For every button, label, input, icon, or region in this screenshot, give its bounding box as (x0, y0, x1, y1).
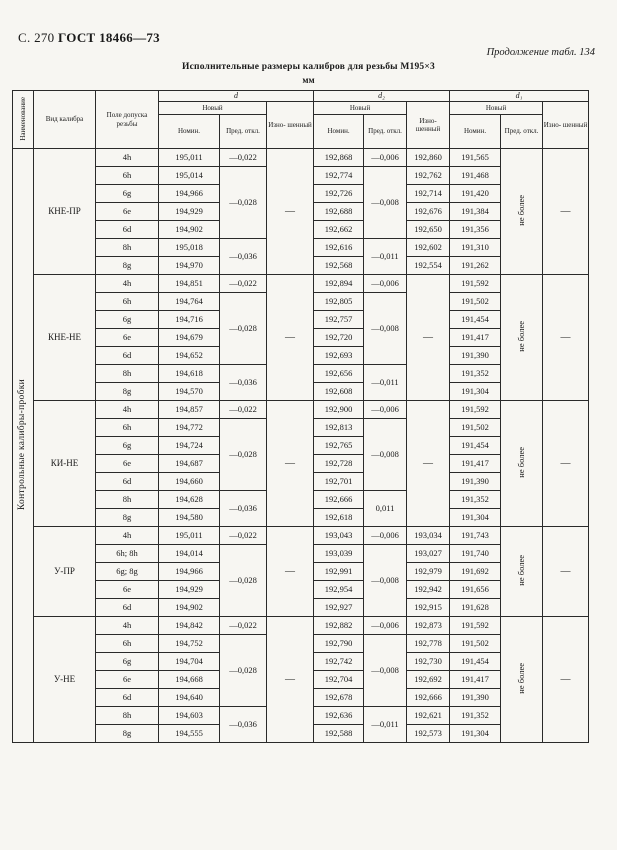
tolerance-cell: 4h (96, 149, 159, 167)
d2-deviation: —0,011 (364, 707, 407, 743)
d2-worn: 193,027 (407, 545, 450, 563)
tolerance-cell: 6d (96, 221, 159, 239)
d2-worn: 192,692 (407, 671, 450, 689)
tolerance-cell: 8h (96, 239, 159, 257)
d-nominal: 194,764 (159, 293, 220, 311)
d2-deviation: 0,011 (364, 491, 407, 527)
d1-nominal: 191,743 (450, 527, 501, 545)
d-nominal: 194,842 (159, 617, 220, 635)
d1-nominal: 191,417 (450, 455, 501, 473)
d-nominal: 194,929 (159, 203, 220, 221)
d2-deviation: —0,008 (364, 545, 407, 617)
d2-deviation: —0,006 (364, 275, 407, 293)
d-nominal: 194,618 (159, 365, 220, 383)
d1-nominal: 191,390 (450, 473, 501, 491)
d1-nominal: 191,740 (450, 545, 501, 563)
tolerance-cell: 6g (96, 185, 159, 203)
d1-worn: — (543, 617, 589, 743)
d2-nominal: 192,757 (314, 311, 364, 329)
d2-worn: 192,714 (407, 185, 450, 203)
d2-deviation: —0,011 (364, 239, 407, 275)
table-title: Исполнительные размеры калибров для резьбы М195×3 (182, 62, 435, 72)
d2-worn: 192,602 (407, 239, 450, 257)
d1-nominal: 191,502 (450, 293, 501, 311)
d-nominal: 194,902 (159, 221, 220, 239)
d-deviation: —0,028 (220, 545, 267, 617)
d1-nominal: 191,390 (450, 347, 501, 365)
d-deviation: —0,022 (220, 275, 267, 293)
d-deviation: —0,028 (220, 293, 267, 365)
table-row (13, 401, 589, 419)
gauge-kind: КНЕ-НЕ (34, 275, 96, 401)
d2-worn: 192,554 (407, 257, 450, 275)
d1-nominal: 191,352 (450, 491, 501, 509)
d-deviation: —0,022 (220, 401, 267, 419)
d-worn: — (267, 401, 314, 527)
d2-nominal: 192,688 (314, 203, 364, 221)
d-nominal: 194,857 (159, 401, 220, 419)
d2-nominal: 192,656 (314, 365, 364, 383)
d2-deviation: —0,008 (364, 293, 407, 365)
d2-deviation: —0,008 (364, 419, 407, 491)
d2-nominal: 192,588 (314, 725, 364, 743)
d1-nominal: 191,384 (450, 203, 501, 221)
d-nominal: 195,011 (159, 149, 220, 167)
d-nominal: 194,640 (159, 689, 220, 707)
header-pole-dopuska: Поле допуска резьбы (96, 91, 159, 149)
d-nominal: 194,570 (159, 383, 220, 401)
tolerance-cell: 6g (96, 437, 159, 455)
d-deviation: —0,036 (220, 491, 267, 527)
header-d2-novyi: Новый (314, 102, 407, 115)
d2-nominal: 192,728 (314, 455, 364, 473)
d-worn: — (267, 275, 314, 401)
d1-nominal: 191,592 (450, 275, 501, 293)
tolerance-cell: 8h (96, 707, 159, 725)
d-nominal: 194,966 (159, 185, 220, 203)
d2-worn: 192,778 (407, 635, 450, 653)
tolerance-cell: 6d (96, 347, 159, 365)
d2-worn: — (407, 401, 450, 527)
header-d: d (159, 91, 314, 102)
tolerance-cell: 6e (96, 581, 159, 599)
d1-nominal: 191,417 (450, 329, 501, 347)
header-d2-pred: Пред. откл. (364, 115, 407, 149)
header-d-pred: Пред. откл. (220, 115, 267, 149)
d-worn: — (267, 617, 314, 743)
d2-deviation: —0,011 (364, 365, 407, 401)
d-nominal: 194,772 (159, 419, 220, 437)
d1-nominal: 191,304 (450, 509, 501, 527)
d1-nominal: 191,502 (450, 419, 501, 437)
d2-nominal: 192,662 (314, 221, 364, 239)
d-nominal: 194,687 (159, 455, 220, 473)
header-d2-iznosh: Изно- шенный (407, 102, 450, 149)
d2-nominal: 192,742 (314, 653, 364, 671)
tolerance-cell: 8g (96, 509, 159, 527)
d2-nominal: 192,790 (314, 635, 364, 653)
tolerance-cell: 4h (96, 401, 159, 419)
d2-worn: 192,573 (407, 725, 450, 743)
d2-nominal: 192,616 (314, 239, 364, 257)
tolerance-cell: 6g (96, 653, 159, 671)
d2-nominal: 192,568 (314, 257, 364, 275)
d2-nominal: 192,765 (314, 437, 364, 455)
d2-deviation: —0,006 (364, 149, 407, 167)
header-d-iznosh: Изно- шенный (267, 102, 314, 149)
header-d2: d₂ (314, 91, 450, 102)
d1-deviation: не более (501, 617, 543, 743)
d1-worn: — (543, 149, 589, 275)
d2-worn: 192,730 (407, 653, 450, 671)
tolerance-cell: 4h (96, 617, 159, 635)
tolerance-cell: 6h (96, 167, 159, 185)
standard-number: ГОСТ 18466—73 (58, 30, 160, 45)
d2-worn: 192,762 (407, 167, 450, 185)
d1-nominal: 191,390 (450, 689, 501, 707)
d1-worn: — (543, 275, 589, 401)
d2-worn: 192,915 (407, 599, 450, 617)
table-row (13, 149, 589, 167)
d1-nominal: 191,454 (450, 311, 501, 329)
d1-worn: — (543, 401, 589, 527)
d2-deviation: —0,008 (364, 635, 407, 707)
tolerance-cell: 8h (96, 491, 159, 509)
d2-deviation: —0,008 (364, 167, 407, 239)
tolerance-cell: 8g (96, 257, 159, 275)
d2-nominal: 192,693 (314, 347, 364, 365)
d1-nominal: 191,310 (450, 239, 501, 257)
tolerance-cell: 6e (96, 455, 159, 473)
d-deviation: —0,022 (220, 527, 267, 545)
d2-worn: 192,860 (407, 149, 450, 167)
d2-worn: 192,666 (407, 689, 450, 707)
d1-nominal: 191,592 (450, 401, 501, 419)
d2-nominal: 192,882 (314, 617, 364, 635)
d2-nominal: 192,894 (314, 275, 364, 293)
header-d1-iznosh: Изно- шенный (543, 102, 589, 149)
d1-nominal: 191,262 (450, 257, 501, 275)
d1-deviation: не более (501, 275, 543, 401)
d-deviation: —0,028 (220, 635, 267, 707)
d1-deviation: не более (501, 401, 543, 527)
d2-nominal: 193,039 (314, 545, 364, 563)
d-nominal: 194,628 (159, 491, 220, 509)
d-worn: — (267, 149, 314, 275)
d2-nominal: 192,900 (314, 401, 364, 419)
tolerance-cell: 6h (96, 293, 159, 311)
d-worn: — (267, 527, 314, 617)
d2-worn: 192,942 (407, 581, 450, 599)
d-nominal: 194,902 (159, 599, 220, 617)
d-nominal: 194,752 (159, 635, 220, 653)
d-deviation: —0,036 (220, 365, 267, 401)
d2-deviation: —0,006 (364, 401, 407, 419)
d1-nominal: 191,417 (450, 671, 501, 689)
tolerance-cell: 6e (96, 671, 159, 689)
d2-nominal: 192,666 (314, 491, 364, 509)
d1-deviation: не более (501, 149, 543, 275)
d1-deviation: не более (501, 527, 543, 617)
d2-deviation: —0,006 (364, 617, 407, 635)
gauge-kind: КИ-НЕ (34, 401, 96, 527)
d1-nominal: 191,304 (450, 383, 501, 401)
d-nominal: 194,603 (159, 707, 220, 725)
header-d1-novyi: Новый (450, 102, 543, 115)
d-nominal: 194,716 (159, 311, 220, 329)
d1-nominal: 191,352 (450, 365, 501, 383)
header-d-novyi: Новый (159, 102, 267, 115)
d2-nominal: 192,954 (314, 581, 364, 599)
d-deviation: —0,028 (220, 419, 267, 491)
d2-nominal: 192,813 (314, 419, 364, 437)
d-nominal: 195,018 (159, 239, 220, 257)
d-nominal: 194,660 (159, 473, 220, 491)
header-vid-kalibra: Вид калибра (34, 91, 96, 149)
d-nominal: 194,014 (159, 545, 220, 563)
d2-nominal: 192,678 (314, 689, 364, 707)
d-deviation: —0,022 (220, 617, 267, 635)
tolerance-cell: 6h; 8h (96, 545, 159, 563)
tolerance-cell: 6h (96, 419, 159, 437)
d2-nominal: 193,043 (314, 527, 364, 545)
d2-nominal: 192,704 (314, 671, 364, 689)
page-number: С. 270 (18, 30, 55, 45)
d-deviation: —0,036 (220, 239, 267, 275)
d-nominal: 194,652 (159, 347, 220, 365)
d2-worn: 192,873 (407, 617, 450, 635)
header-d1: d₁ (450, 91, 589, 102)
d-deviation: —0,022 (220, 149, 267, 167)
d1-nominal: 191,356 (450, 221, 501, 239)
gauge-kind: КНЕ-ПР (34, 149, 96, 275)
d1-worn: — (543, 527, 589, 617)
header-d1-pred: Пред. откл. (501, 115, 543, 149)
d2-nominal: 192,618 (314, 509, 364, 527)
header-d1-nomin: Номин. (450, 115, 501, 149)
d2-worn: 193,034 (407, 527, 450, 545)
continuation-label: Продолжение табл. 134 (486, 47, 595, 58)
d2-nominal: 192,868 (314, 149, 364, 167)
group-name-cell: Контрольные калибры-пробки (13, 149, 34, 743)
gauge-kind: У-ПР (34, 527, 96, 617)
table-row (13, 275, 589, 293)
d-nominal: 194,555 (159, 725, 220, 743)
d2-nominal: 192,774 (314, 167, 364, 185)
d-nominal: 195,014 (159, 167, 220, 185)
d1-nominal: 191,592 (450, 617, 501, 635)
tolerance-cell: 8g (96, 383, 159, 401)
d1-nominal: 191,454 (450, 437, 501, 455)
d-nominal: 194,929 (159, 581, 220, 599)
d-deviation: —0,028 (220, 167, 267, 239)
d1-nominal: 191,454 (450, 653, 501, 671)
d2-nominal: 192,636 (314, 707, 364, 725)
d-nominal: 194,679 (159, 329, 220, 347)
gauge-dimensions-table (12, 90, 589, 743)
d2-nominal: 192,720 (314, 329, 364, 347)
d-nominal: 194,724 (159, 437, 220, 455)
d2-nominal: 192,608 (314, 383, 364, 401)
d1-nominal: 191,420 (450, 185, 501, 203)
d-nominal: 195,011 (159, 527, 220, 545)
tolerance-cell: 6e (96, 329, 159, 347)
table-unit: мм (302, 75, 315, 85)
tolerance-cell: 8h (96, 365, 159, 383)
tolerance-cell: 6d (96, 599, 159, 617)
d1-nominal: 191,304 (450, 725, 501, 743)
tolerance-cell: 4h (96, 275, 159, 293)
tolerance-cell: 6g; 8g (96, 563, 159, 581)
table-row (13, 527, 589, 545)
d-nominal: 194,970 (159, 257, 220, 275)
d-nominal: 194,966 (159, 563, 220, 581)
d1-nominal: 191,692 (450, 563, 501, 581)
header-naimenovanie: Наименование (13, 91, 34, 149)
header-d-nomin: Номин. (159, 115, 220, 149)
d-nominal: 194,580 (159, 509, 220, 527)
d1-nominal: 191,502 (450, 635, 501, 653)
tolerance-cell: 6e (96, 203, 159, 221)
d2-deviation: —0,006 (364, 527, 407, 545)
d2-nominal: 192,805 (314, 293, 364, 311)
d-nominal: 194,851 (159, 275, 220, 293)
table-row (13, 617, 589, 635)
d1-nominal: 191,628 (450, 599, 501, 617)
tolerance-cell: 6d (96, 689, 159, 707)
d1-nominal: 191,352 (450, 707, 501, 725)
tolerance-cell: 8g (96, 725, 159, 743)
d2-worn: — (407, 275, 450, 401)
d1-nominal: 191,656 (450, 581, 501, 599)
d-deviation: —0,036 (220, 707, 267, 743)
d2-worn: 192,676 (407, 203, 450, 221)
d2-worn: 192,621 (407, 707, 450, 725)
tolerance-cell: 6g (96, 311, 159, 329)
header-d2-nomin: Номин. (314, 115, 364, 149)
d2-nominal: 192,701 (314, 473, 364, 491)
tolerance-cell: 6h (96, 635, 159, 653)
d1-nominal: 191,468 (450, 167, 501, 185)
d1-nominal: 191,565 (450, 149, 501, 167)
d2-worn: 192,650 (407, 221, 450, 239)
d-nominal: 194,668 (159, 671, 220, 689)
d2-worn: 192,979 (407, 563, 450, 581)
tolerance-cell: 4h (96, 527, 159, 545)
tolerance-cell: 6d (96, 473, 159, 491)
gauge-kind: У-НЕ (34, 617, 96, 743)
page-header (18, 30, 160, 46)
d-nominal: 194,704 (159, 653, 220, 671)
d2-nominal: 192,927 (314, 599, 364, 617)
d2-nominal: 192,991 (314, 563, 364, 581)
d2-nominal: 192,726 (314, 185, 364, 203)
